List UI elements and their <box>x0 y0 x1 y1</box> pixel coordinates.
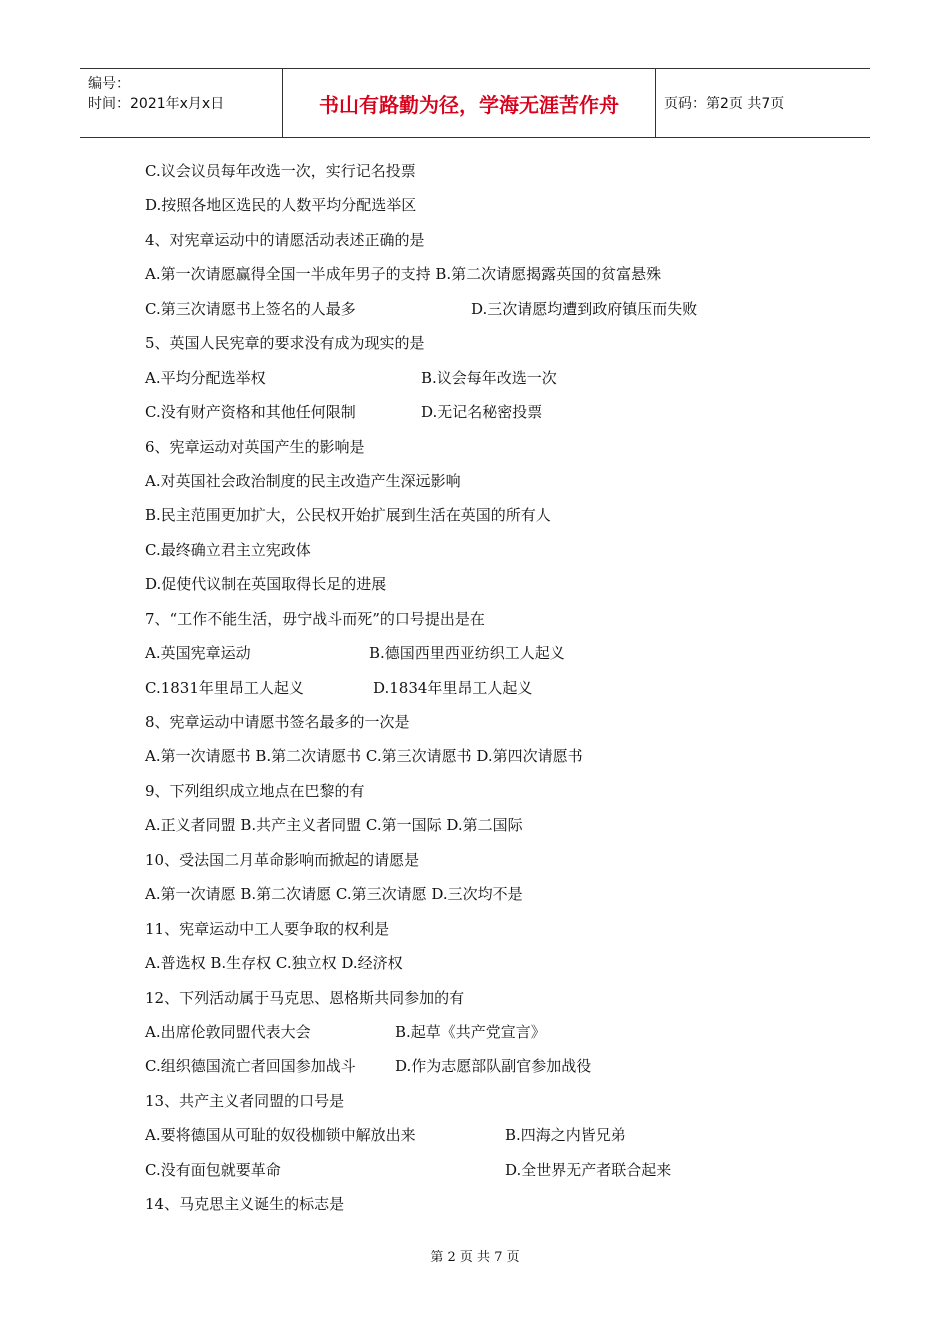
time-label: 时间：2021年x月x日 <box>88 96 225 112</box>
header-motto: 书山有路勤为径，学海无涯苦作舟 <box>282 69 656 137</box>
question-8: 8、宪章运动中请愿书签名最多的一次是 <box>145 713 410 731</box>
option-d: D.促使代议制在英国取得长足的进展 <box>145 575 387 594</box>
option-a: A.对英国社会政治制度的民主改造产生深远影响 <box>145 471 461 490</box>
option-d: D.1834年里昂工人起义 <box>373 678 533 697</box>
option-line <box>145 946 835 980</box>
options-abcd: A.正义者同盟 B.共产主义者同盟 C.第一国际 D.第二国际 <box>145 816 523 835</box>
option-line <box>145 567 835 601</box>
option-b: B.起草《共产党宣言》 <box>395 1022 546 1041</box>
option-c: C.议会议员每年改选一次，实行记名投票 <box>145 162 416 180</box>
option-line <box>145 877 835 911</box>
question-13: 13、共产主义者同盟的口号是 <box>145 1091 345 1110</box>
option-line <box>145 1153 835 1187</box>
page-header <box>80 68 870 138</box>
option-b: B.德国西里西亚纺织工人起义 <box>369 644 565 663</box>
option-b: B.议会每年改选一次 <box>421 368 557 387</box>
question-4: 4、对宪章运动中的请愿活动表述正确的是 <box>145 230 425 249</box>
question-6: 6、宪章运动对英国产生的影响是 <box>145 437 365 456</box>
question-5: 5、英国人民宪章的要求没有成为现实的是 <box>145 334 425 353</box>
option-line <box>145 636 835 670</box>
option-line <box>145 1049 835 1083</box>
option-line <box>145 1015 835 1049</box>
option-line <box>145 671 835 705</box>
option-line <box>145 808 835 842</box>
question-11: 11、宪章运动中工人要争取的权利是 <box>145 919 390 938</box>
option-a: A.要将德国从可耻的奴役枷锁中解放出来 <box>145 1126 416 1145</box>
option-line <box>145 1118 835 1152</box>
option-line <box>145 739 835 773</box>
option-line <box>145 395 835 429</box>
option-b: B.四海之内皆兄弟 <box>505 1126 626 1145</box>
page-footer: 第 2 页 共 7 页 <box>430 1250 520 1265</box>
option-c: C.没有面包就要革命 <box>145 1160 281 1179</box>
option-d: D.全世界无产者联合起来 <box>505 1160 672 1179</box>
option-d: D.无记名秘密投票 <box>421 403 543 422</box>
options-abcd: A.第一次请愿书 B.第二次请愿书 C.第三次请愿书 D.第四次请愿书 <box>145 747 583 766</box>
number-label: 编号： <box>88 76 130 92</box>
options-abcd: A.普选权 B.生存权 C.独立权 D.经济权 <box>145 954 403 973</box>
question-content <box>145 154 835 1222</box>
option-d: D.三次请愿均遭到政府镇压而失败 <box>471 299 698 318</box>
option-line <box>145 154 835 188</box>
option-a: A.出席伦敦同盟代表大会 <box>145 1022 311 1041</box>
option-a: A.平均分配选举权 <box>145 368 266 387</box>
question-7: 7、“工作不能生活，毋宁战斗而死”的口号提出是在 <box>145 609 485 628</box>
options-ab: A.第一次请愿赢得全国一半成年男子的支持 B.第二次请愿揭露英国的贫富悬殊 <box>145 265 662 284</box>
header-page-info: 页码：第2页 共7页 <box>664 96 785 112</box>
options-abcd: A.第一次请愿 B.第二次请愿 C.第三次请愿 D.三次均不是 <box>145 885 523 904</box>
question-10: 10、受法国二月革命影响而掀起的请愿是 <box>145 850 420 869</box>
option-line <box>145 257 835 291</box>
option-b: B.民主范围更加扩大，公民权开始扩展到生活在英国的所有人 <box>145 506 551 525</box>
option-line <box>145 498 835 532</box>
header-meta <box>80 69 282 137</box>
option-a: A.英国宪章运动 <box>145 644 251 663</box>
option-d: D.作为志愿部队副官参加战役 <box>395 1057 592 1076</box>
option-line <box>145 188 835 222</box>
question-12: 12、下列活动属于马克思、恩格斯共同参加的有 <box>145 988 465 1007</box>
option-line <box>145 292 835 326</box>
option-c: C.第三次请愿书上签名的人最多 <box>145 299 356 318</box>
option-line <box>145 464 835 498</box>
option-c: C.没有财产资格和其他任何限制 <box>145 403 356 422</box>
option-c: C.最终确立君主立宪政体 <box>145 540 311 559</box>
option-c: C.1831年里昂工人起义 <box>145 678 304 697</box>
question-9: 9、下列组织成立地点在巴黎的有 <box>145 781 365 800</box>
option-line <box>145 361 835 395</box>
option-line <box>145 533 835 567</box>
option-d: D.按照各地区选民的人数平均分配选举区 <box>145 196 417 215</box>
question-14: 14、马克思主义诞生的标志是 <box>145 1195 345 1214</box>
option-c: C.组织德国流亡者回国参加战斗 <box>145 1057 356 1076</box>
